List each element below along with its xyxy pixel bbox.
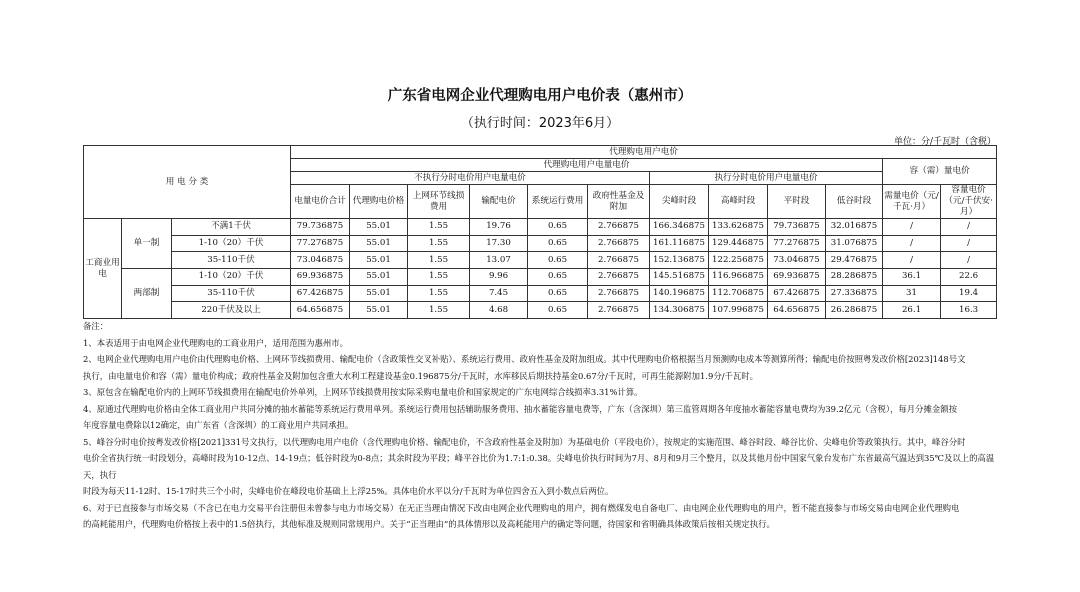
value-cell: 55.01 <box>350 235 408 252</box>
note-6-line-2: 的高耗能用户，代理购电价格按上表中的1.5倍执行，其他标准及规则同常规用户。关于“正当理由”的具体情形以及高耗能用户的确定等问题，待国家和省明确具体政策后按相关规定执行。 <box>83 519 775 529</box>
value-cell: 161.116875 <box>650 235 709 252</box>
value-cell: / <box>883 219 941 236</box>
voltage-cell: 不满1千伏 <box>172 219 291 236</box>
voltage-cell: 35-110千伏 <box>172 252 291 269</box>
value-cell: 0.65 <box>528 285 588 302</box>
value-cell: / <box>941 235 997 252</box>
value-cell: 16.3 <box>941 302 997 319</box>
note-5-line-2: 电价全省执行统一时段划分，高峰时段为10-12点、14-19点；低谷时段为0-8点；其余时段为平段；峰平谷比价为1.7:1:0.38。尖峰电价执行时间为7月、8月和9月三个整月，以及其他月份中国家气象台发布广东省最高气温达到35℃及以上的高温天，执行 <box>83 453 995 480</box>
value-cell: / <box>883 235 941 252</box>
value-cell: 0.65 <box>528 302 588 319</box>
value-cell: 133.626875 <box>709 219 768 236</box>
value-cell: 166.346875 <box>650 219 709 236</box>
value-cell: 69.936875 <box>768 269 826 286</box>
value-cell: 64.656875 <box>768 302 826 319</box>
value-cell: 19.76 <box>470 219 528 236</box>
value-cell: 2.766875 <box>588 302 650 319</box>
col-header: 输配电价 <box>470 185 528 219</box>
col-header: 系统运行费用 <box>528 185 588 219</box>
document-subtitle: （执行时间：2023年6月） <box>460 116 620 131</box>
value-cell: 55.01 <box>350 302 408 319</box>
table-row <box>84 269 997 286</box>
col-header: 代理购电价格 <box>350 185 408 219</box>
table-row <box>84 302 997 319</box>
price-table <box>83 145 997 319</box>
classification-header: 用 电 分 类 <box>84 146 291 219</box>
category-cell: 工商业用电 <box>84 219 122 319</box>
group-cell: 单一制 <box>122 219 172 269</box>
table-row <box>84 235 997 252</box>
notes-section <box>83 318 996 533</box>
value-cell: 55.01 <box>350 285 408 302</box>
agent-energy-price-header: 代理购电用户电量电价 <box>291 159 883 172</box>
value-cell: 77.276875 <box>291 235 350 252</box>
group-cell: 两部制 <box>122 269 172 319</box>
non-tou-header: 不执行分时电价用户电量电价 <box>291 172 650 185</box>
value-cell: 79.736875 <box>768 219 826 236</box>
value-cell: 2.766875 <box>588 269 650 286</box>
value-cell: 22.6 <box>941 269 997 286</box>
table-row <box>84 252 997 269</box>
value-cell: 26.286875 <box>826 302 883 319</box>
note-1: 1、本表适用于由电网企业代理购电的工商业用户，适用范围为惠州市。 <box>83 337 348 348</box>
value-cell: 1.55 <box>408 302 470 319</box>
value-cell: 32.016875 <box>826 219 883 236</box>
value-cell: 77.276875 <box>768 235 826 252</box>
value-cell: 64.656875 <box>291 302 350 319</box>
col-header: 高峰时段 <box>709 185 768 219</box>
voltage-cell: 35-110千伏 <box>172 285 291 302</box>
value-cell: 152.136875 <box>650 252 709 269</box>
value-cell: / <box>941 219 997 236</box>
value-cell: 4.68 <box>470 302 528 319</box>
value-cell: 79.736875 <box>291 219 350 236</box>
value-cell: 0.65 <box>528 219 588 236</box>
value-cell: 31.076875 <box>826 235 883 252</box>
value-cell: 116.966875 <box>709 269 768 286</box>
value-cell: 19.4 <box>941 285 997 302</box>
value-cell: 134.306875 <box>650 302 709 319</box>
value-cell: 122.256875 <box>709 252 768 269</box>
value-cell: 17.30 <box>470 235 528 252</box>
value-cell: 1.55 <box>408 252 470 269</box>
value-cell: 9.96 <box>470 269 528 286</box>
voltage-cell: 1-10（20）千伏 <box>172 269 291 286</box>
note-6-line-1: 6、对于已直接参与市场交易（不含已在电力交易平台注册但未曾参与电力市场交易）在无正当理由情况下改由电网企业代理购电的用户，拥有燃煤发电自备电厂、由电网企业代理购电的用户，暂不能直接参与市场交易由电网企业代理购电 <box>83 502 960 513</box>
value-cell: 55.01 <box>350 219 408 236</box>
col-header: 政府性基金及附加 <box>588 185 650 219</box>
value-cell: 129.446875 <box>709 235 768 252</box>
value-cell: 0.65 <box>528 252 588 269</box>
value-cell: 107.996875 <box>709 302 768 319</box>
value-cell: 1.55 <box>408 269 470 286</box>
capacity-price-header: 容（需）量电价 <box>883 159 997 185</box>
document-title: 广东省电网企业代理购电用户电价表（惠州市） <box>387 88 693 104</box>
value-cell: 36.1 <box>883 269 941 286</box>
value-cell: 0.65 <box>528 235 588 252</box>
value-cell: 26.1 <box>883 302 941 319</box>
voltage-cell: 220千伏及以上 <box>172 302 291 319</box>
value-cell: 55.01 <box>350 269 408 286</box>
value-cell: 73.046875 <box>291 252 350 269</box>
value-cell: / <box>883 252 941 269</box>
value-cell: 67.426875 <box>768 285 826 302</box>
agent-price-header: 代理购电用户电价 <box>291 146 997 159</box>
value-cell: 67.426875 <box>291 285 350 302</box>
value-cell: 1.55 <box>408 235 470 252</box>
value-cell: 13.07 <box>470 252 528 269</box>
value-cell: 145.516875 <box>650 269 709 286</box>
col-header: 容量电价（元/千伏安·月） <box>941 185 997 219</box>
unit-label: 单位：分/千瓦时（含税） <box>893 137 996 147</box>
col-header: 平时段 <box>768 185 826 219</box>
voltage-cell: 1-10（20）千伏 <box>172 235 291 252</box>
value-cell: 2.766875 <box>588 252 650 269</box>
note-3: 3、原包含在输配电价内的上网环节线损费用在输配电价外单列，上网环节线损费用按实际采购电量电价和国家规定的广东电网综合线损率3.31%计算。 <box>83 387 643 397</box>
table-row <box>84 285 997 302</box>
value-cell: 2.766875 <box>588 235 650 252</box>
value-cell: 55.01 <box>350 252 408 269</box>
value-cell: 31 <box>883 285 941 302</box>
value-cell: 7.45 <box>470 285 528 302</box>
notes-heading: 备注： <box>83 321 109 331</box>
value-cell: 0.65 <box>528 269 588 286</box>
value-cell: 28.286875 <box>826 269 883 286</box>
col-header: 电量电价合计 <box>291 185 350 219</box>
value-cell: 29.476875 <box>826 252 883 269</box>
value-cell: 112.706875 <box>709 285 768 302</box>
note-4-line-1: 4、原通过代理购电价格由全体工商业用户共同分摊的抽水蓄能等系统运行费用单列。系统运行费用包括辅助服务费用、抽水蓄能容量电费等，广东（含深圳）第三监管周期各年度抽水蓄能容量电费均为39.2亿元（含税），每月分摊金额按 <box>83 403 958 414</box>
tou-header: 执行分时电价用户电量电价 <box>650 172 883 185</box>
value-cell: 69.936875 <box>291 269 350 286</box>
col-header: 需量电价（元/千瓦·月） <box>883 185 941 219</box>
col-header: 低谷时段 <box>826 185 883 219</box>
note-5-line-1: 5、峰谷分时电价按粤发改价格[2021]331号文执行，以代理购电用户电价（含代理购电价格、输配电价，不含政府性基金及附加）为基础电价（平段电价），按规定的实施范围、峰谷时段、峰谷比价、尖峰电价等政策执行。其中，峰谷分时 <box>83 436 966 447</box>
col-header: 上网环节线损费用 <box>408 185 470 219</box>
value-cell: / <box>941 252 997 269</box>
value-cell: 73.046875 <box>768 252 826 269</box>
note-4-line-2: 年度容量电费除以12确定，由广东省（含深圳）的工商业用户共同承担。 <box>83 420 354 430</box>
note-5-line-3: 时段为每天11-12时、15-17时共三个小时，尖峰电价在峰段电价基础上上浮25%。具体电价水平以分/千瓦时为单位四舍五入到小数点后两位。 <box>83 486 614 496</box>
value-cell: 27.336875 <box>826 285 883 302</box>
value-cell: 140.196875 <box>650 285 709 302</box>
value-cell: 1.55 <box>408 219 470 236</box>
value-cell: 2.766875 <box>588 285 650 302</box>
table-row <box>84 219 997 236</box>
col-header: 尖峰时段 <box>650 185 709 219</box>
value-cell: 1.55 <box>408 285 470 302</box>
note-2-line-1: 2、电网企业代理购电用户电价由代理购电价格、上网环节线损费用、输配电价（含政策性交叉补贴）、系统运行费用、政府性基金及附加组成。其中代理购电价格根据当月预测购电成本等测算所得；输配电价按照粤发改价格[2023]148号文 <box>83 354 966 364</box>
note-2-line-2: 执行，由电量电价和容（需）量电价构成；政府性基金及附加包含重大水利工程建设基金0.196875分/千瓦时，水库移民后期扶持基金0.67分/千瓦时，可再生能源附加1.9分/千瓦时。 <box>83 370 759 381</box>
value-cell: 2.766875 <box>588 219 650 236</box>
